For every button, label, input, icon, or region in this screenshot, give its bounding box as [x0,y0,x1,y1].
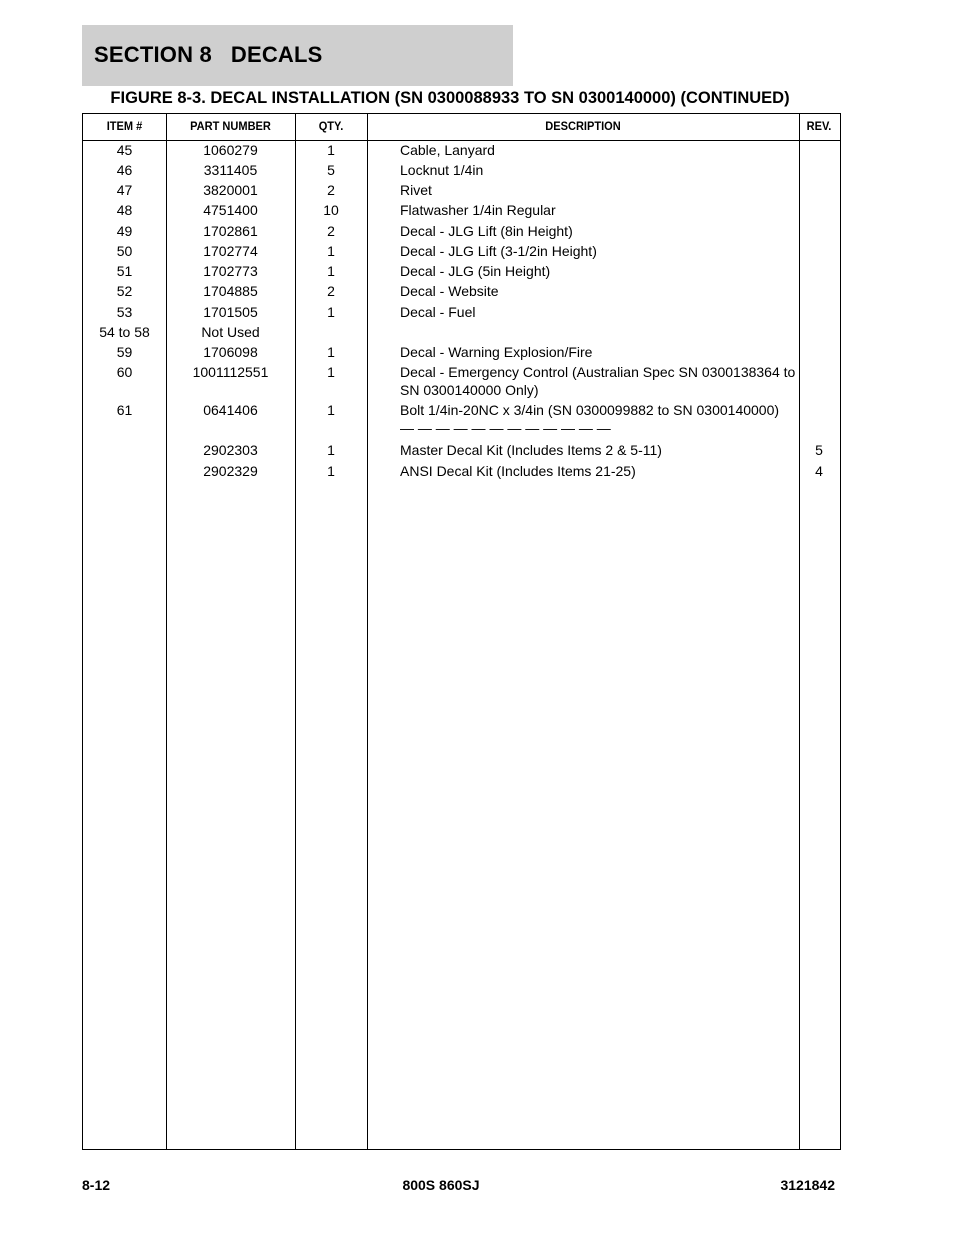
row-part-number: 1702773 [203,263,258,279]
header-rev: REV. [806,119,832,133]
header-description: DESCRIPTION [545,119,621,133]
row-part-number: 3820001 [203,182,258,198]
row-revision: 4 [815,463,823,479]
row-part-number: 2902329 [203,463,258,479]
row-part-number: 0641406 [203,402,258,418]
row-quantity: 10 [323,202,339,218]
footer-page-number: 8-12 [82,1177,111,1193]
row-item-number: 46 [116,162,133,178]
row-quantity: 1 [327,263,335,279]
row-description: Decal - Emergency Control (Australian Spec SN 0300138364 to SN 0300140000 Only) [400,364,796,398]
row-part-number: 1704885 [203,283,258,299]
row-quantity: 5 [327,162,335,178]
column-divider [367,114,368,1149]
header-part-number: PART NUMBER [190,119,271,133]
row-item-number: 47 [116,182,133,198]
row-item-number: 54 to 58 [99,324,150,340]
row-item-number: 49 [116,223,133,239]
row-part-number: 1001112551 [192,364,269,380]
row-quantity: 1 [327,442,335,458]
row-part-number: 2902303 [203,442,258,458]
row-quantity: 1 [327,402,335,418]
row-description: ANSI Decal Kit (Includes Items 21-25) [400,463,636,479]
row-item-number: 59 [116,344,133,360]
row-description: Flatwasher 1/4in Regular [400,202,556,218]
header-qty: QTY. [318,119,344,133]
section-header [82,25,513,86]
footer-model: 800S 860SJ [402,1177,480,1193]
row-item-number: 60 [116,364,133,380]
row-part-number: 4751400 [203,202,258,218]
row-quantity: 1 [327,463,335,479]
row-revision: 5 [815,442,823,458]
row-part-number: 1706098 [203,344,258,360]
header-item: ITEM # [106,119,143,133]
row-item-number: 53 [116,304,133,320]
footer-doc-number: 3121842 [780,1177,835,1193]
row-part-number: Not Used [201,324,260,340]
row-quantity: 1 [327,243,335,259]
row-item-number: 45 [116,142,133,158]
row-quantity: 1 [327,142,335,158]
row-description: Decal - JLG Lift (8in Height) [400,223,573,239]
row-quantity: 1 [327,364,335,380]
row-item-number: 61 [116,402,133,418]
row-quantity: 1 [327,304,335,320]
row-item-number: 52 [116,283,133,299]
figure-title: FIGURE 8-3. DECAL INSTALLATION (SN 0300088933 TO SN 0300140000) (CONTINUED) [110,89,790,107]
row-item-number: 50 [116,243,133,259]
row-description: Decal - Warning Explosion/Fire [400,344,593,360]
row-description: Bolt 1/4in-20NC x 3/4in (SN 0300099882 to SN 0300140000) [400,402,780,418]
row-quantity: 2 [327,182,335,198]
row-description: Rivet [400,182,432,198]
row-part-number: 1060279 [203,142,258,158]
section-title: SECTION 8 DECALS [94,42,323,67]
row-description: — — — — — — — — — — — — [400,420,611,436]
row-part-number: 1702861 [203,223,258,239]
row-description: Decal - JLG (5in Height) [400,263,551,279]
row-description: Cable, Lanyard [400,142,495,158]
row-description: Decal - Fuel [400,304,476,320]
row-item-number: 51 [116,263,133,279]
row-quantity: 2 [327,283,335,299]
parts-table [82,113,841,1150]
row-description: Decal - Website [400,283,499,299]
row-description: Locknut 1/4in [400,162,484,178]
row-description: Master Decal Kit (Includes Items 2 & 5-11) [400,442,662,458]
row-quantity: 1 [327,344,335,360]
row-part-number: 1702774 [203,243,258,259]
row-item-number: 48 [116,202,133,218]
row-quantity: 2 [327,223,335,239]
row-description: Decal - JLG Lift (3-1/2in Height) [400,243,597,259]
row-part-number: 3311405 [203,162,258,178]
row-part-number: 1701505 [203,304,258,320]
